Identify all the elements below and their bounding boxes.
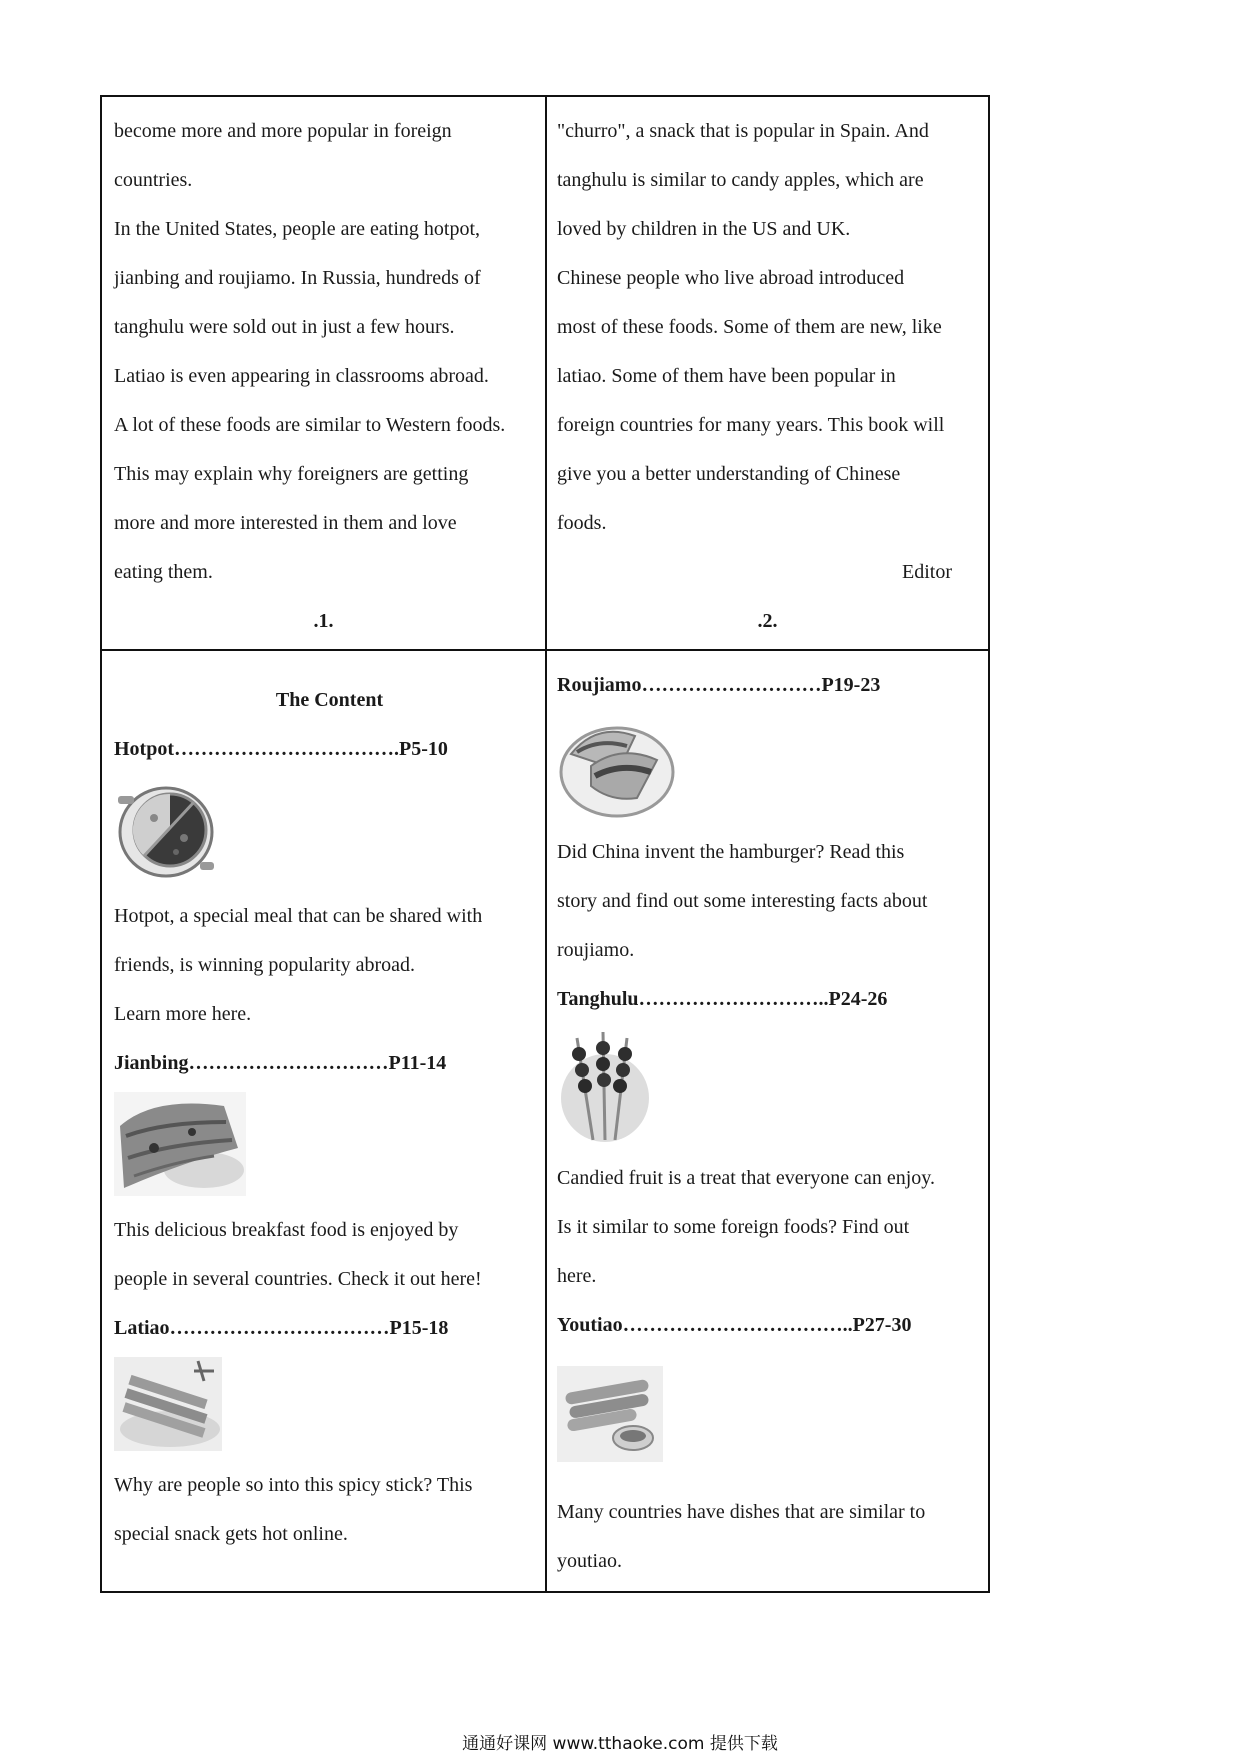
youtiao-description: Many countries have dishes that are similar to xyxy=(557,1501,926,1523)
tanghulu-description: here. xyxy=(557,1265,597,1287)
text-line: A lot of these foods are similar to Western foods. xyxy=(114,414,506,436)
text-line: more and more interested in them and love xyxy=(114,512,457,534)
text-line: This may explain why foreigners are getting xyxy=(114,463,469,485)
contents-right-cell xyxy=(547,651,988,1591)
latiao-heading: Latiao……………………………P15-18 xyxy=(114,1317,449,1339)
tanghulu-description: Candied fruit is a treat that everyone can enjoy. xyxy=(557,1167,935,1189)
hotpot-icon xyxy=(114,778,218,882)
page-number: .1. xyxy=(313,610,334,632)
text-line: eating them. xyxy=(114,561,213,583)
latiao-description: special snack gets hot online. xyxy=(114,1523,348,1545)
roujiamo-description: story and find out some interesting facts about xyxy=(557,890,928,912)
text-line: "churro", a snack that is popular in Spain. And xyxy=(557,120,929,142)
tanghulu-heading: Tanghulu………………………..P24-26 xyxy=(557,988,888,1010)
hotpot-description: friends, is winning popularity abroad. xyxy=(114,954,416,976)
footer-watermark: 通通好课网 www.tthaoke.com 提供下载 xyxy=(462,1734,778,1754)
jianbing-icon xyxy=(114,1092,246,1196)
hotpot-description: Hotpot, a special meal that can be shared with xyxy=(114,905,483,927)
roujiamo-description: roujiamo. xyxy=(557,939,635,961)
contents-left-cell xyxy=(102,651,545,1591)
tanghulu-icon xyxy=(557,1028,653,1144)
jianbing-description: people in several countries. Check it out here! xyxy=(114,1268,482,1290)
roujiamo-description: Did China invent the hamburger? Read this xyxy=(557,841,905,863)
text-line: jianbing and roujiamo. In Russia, hundreds of xyxy=(114,267,481,289)
text-line: give you a better understanding of Chinese xyxy=(557,463,901,485)
hotpot-heading: Hotpot…………………………….P5-10 xyxy=(114,738,448,760)
page-2-cell xyxy=(547,97,988,649)
text-line: become more and more popular in foreign xyxy=(114,120,452,142)
page-number: .2. xyxy=(757,610,778,632)
article-table xyxy=(100,95,990,1593)
contents-title: The Content xyxy=(275,689,384,711)
text-line: loved by children in the US and UK. xyxy=(557,218,851,240)
roujiamo-icon xyxy=(557,714,675,818)
roujiamo-heading: Roujiamo………………………P19-23 xyxy=(557,674,881,696)
text-line: Latiao is even appearing in classrooms abroad. xyxy=(114,365,489,387)
youtiao-icon xyxy=(557,1366,663,1462)
text-line: foreign countries for many years. This book will xyxy=(557,414,945,436)
editor-signature: Editor xyxy=(902,561,952,583)
text-line: foods. xyxy=(557,512,607,534)
youtiao-heading: Youtiao……………………………..P27-30 xyxy=(557,1314,912,1336)
page-1-cell xyxy=(102,97,545,649)
hotpot-description: Learn more here. xyxy=(114,1003,252,1025)
jianbing-heading: Jianbing…………………………P11-14 xyxy=(114,1052,447,1074)
text-line: most of these foods. Some of them are new, like xyxy=(557,316,942,338)
text-line: tanghulu were sold out in just a few hours. xyxy=(114,316,455,338)
text-line: latiao. Some of them have been popular in xyxy=(557,365,896,387)
youtiao-description: youtiao. xyxy=(557,1550,622,1572)
latiao-icon xyxy=(114,1357,222,1451)
text-line: In the United States, people are eating hotpot, xyxy=(114,218,481,240)
text-line: countries. xyxy=(114,169,193,191)
jianbing-description: This delicious breakfast food is enjoyed by xyxy=(114,1219,459,1241)
tanghulu-description: Is it similar to some foreign foods? Find out xyxy=(557,1216,910,1238)
text-line: tanghulu is similar to candy apples, which are xyxy=(557,169,924,191)
latiao-description: Why are people so into this spicy stick? This xyxy=(114,1474,473,1496)
text-line: Chinese people who live abroad introduced xyxy=(557,267,905,289)
